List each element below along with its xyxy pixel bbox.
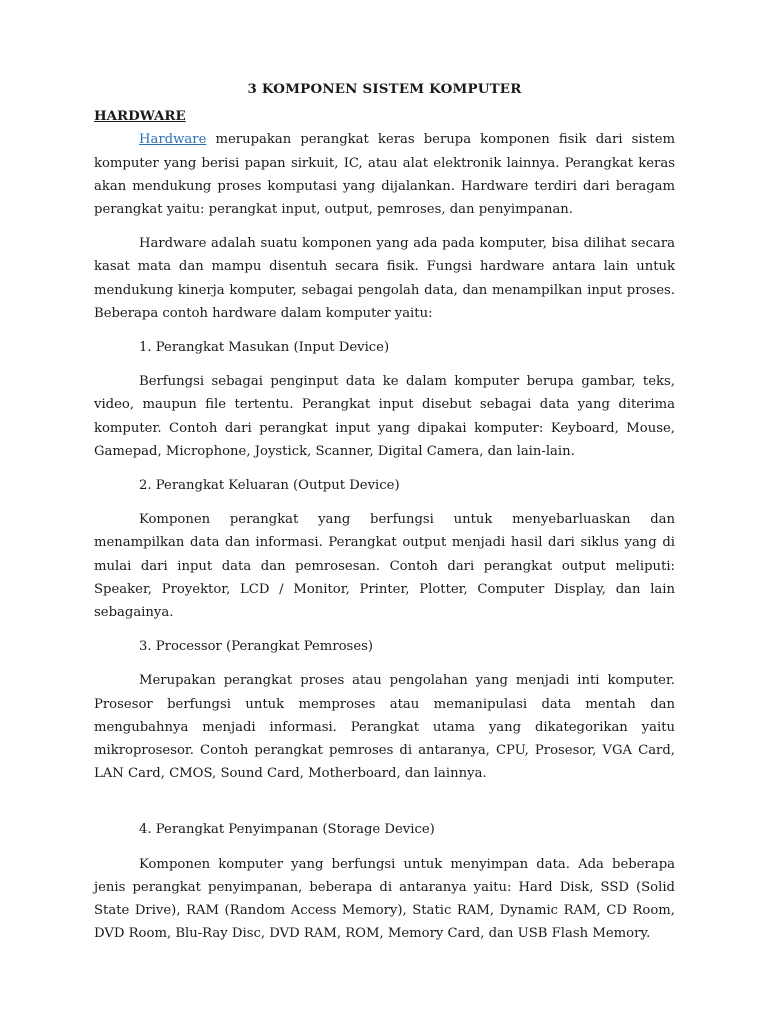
item-heading-processor: 3. Processor (Perangkat Pemroses) <box>139 639 374 655</box>
document-page <box>94 78 675 957</box>
intro-paragraph <box>94 128 675 221</box>
item-text-storage-device: Komponen komputer yang berfungsi untuk menyimpan data. Ada beberapa jenis perangkat penyimpanan, beberapa di antaranya yaitu: Hard Disk, SSD (Solid State Drive), RAM (Random Access Memory), Static RAM, Dynamic RAM, CD Room, DVD Room, Blu-Ray Disc, DVD RAM, ROM, Memory Card, dan USB Flash Memory. <box>94 856 675 942</box>
item-heading-input-device: 1. Perangkat Masukan (Input Device) <box>139 340 390 356</box>
document-title: 3 KOMPONEN SISTEM KOMPUTER <box>247 81 522 97</box>
section-heading-hardware: HARDWARE <box>94 108 186 125</box>
item-heading-output-device: 2. Perangkat Keluaran (Output Device) <box>139 478 400 494</box>
item-text-output-device: Komponen perangkat yang berfungsi untuk menyebarluaskan dan menampilkan data dan informasi. Perangkat output menjadi hasil dari siklus yang di mulai dari input data dan pemrosesan. Contoh dari perangkat output meliputi: Speaker, Proyektor, LCD / Monitor, Printer, Plotter, Computer Display, dan lain sebagainya. <box>94 512 675 621</box>
item-text-processor: Merupakan perangkat proses atau pengolahan yang menjadi inti komputer. Prosesor berfungsi untuk memproses atau memanipulasi data mentah dan mengubahnya menjadi informasi. Perangkat utama yang dikategorikan yaitu mikroprosesor. Contoh perangkat pemroses di antaranya, CPU, Prosesor, VGA Card, LAN Card, CMOS, Sound Card, Motherboard, dan lainnya. <box>94 673 675 782</box>
paragraph-hardware-definition: Hardware adalah suatu komponen yang ada pada komputer, bisa dilihat secara kasat mata dan mampu disentuh secara fisik. Fungsi hardware antara lain untuk mendukung kinerja komputer, sebagai pengolah data, dan menampilkan input proses. Beberapa contoh hardware dalam komputer yaitu: <box>94 236 675 321</box>
blank-line <box>94 796 675 818</box>
intro-text: merupakan perangkat keras berupa komponen fisik dari sistem komputer yang berisi papan sirkuit, IC, atau alat elektronik lainnya. Perangkat keras akan mendukung proses komputasi yang dijalankan. Hardware terdiri dari beragam perangkat yaitu: perangkat input, output, pemroses, dan penyimpanan. <box>94 132 675 218</box>
item-heading-storage-device: 4. Perangkat Penyimpanan (Storage Device) <box>139 822 435 838</box>
hardware-link[interactable]: Hardware <box>139 132 207 148</box>
item-text-input-device: Berfungsi sebagai penginput data ke dalam komputer berupa gambar, teks, video, maupun file tertentu. Perangkat input disebut sebagai data yang diterima komputer. Contoh dari perangkat input yang dipakai komputer: Keyboard, Mouse, Gamepad, Microphone, Joystick, Scanner, Digital Camera, dan lain-lain. <box>94 374 675 459</box>
